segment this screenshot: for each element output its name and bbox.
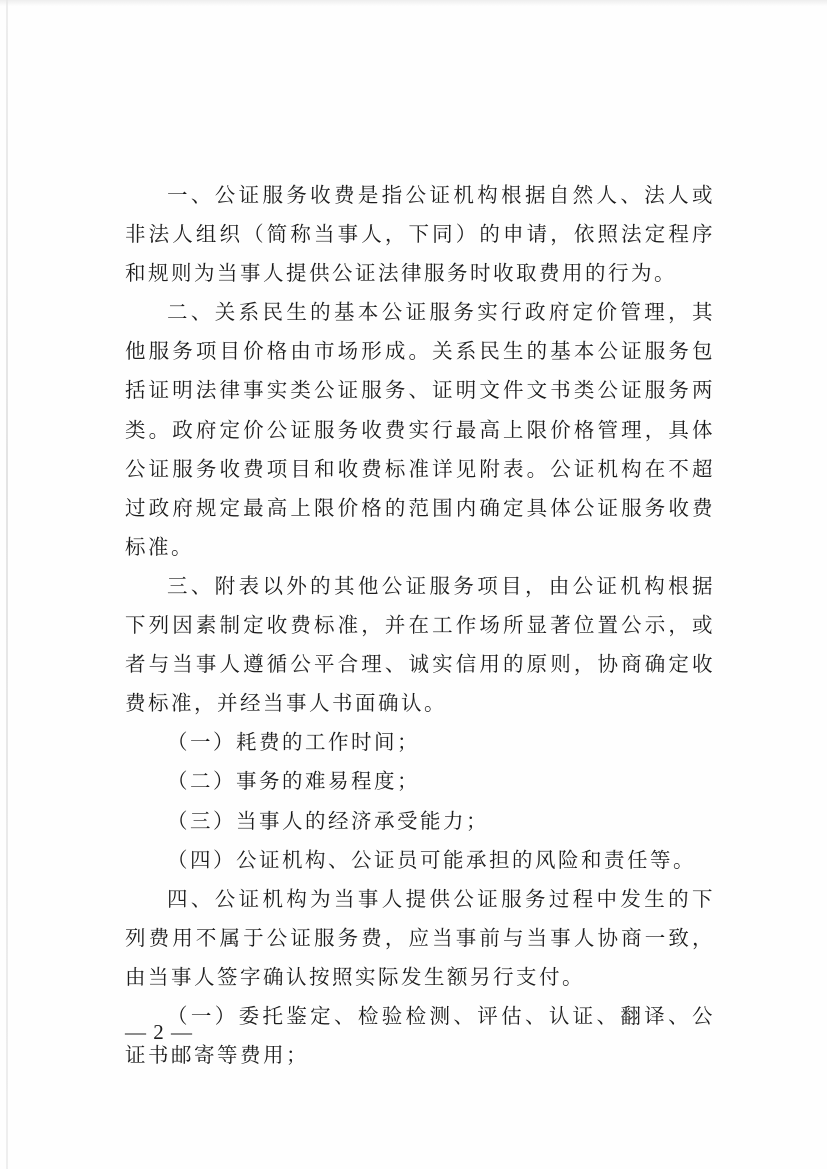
paragraph-extra-costs: 四、公证机构为当事人提供公证服务过程中发生的下列费用不属于公证服务费，应当事前与当事人协商一致，由当事人签字确认按照实际发生额另行支付。 [125, 886, 715, 989]
list-item-commissioned-costs: （一）委托鉴定、检验检测、评估、认证、翻译、公证书邮寄等费用； [125, 1003, 715, 1068]
scan-edge-left [6, 0, 8, 1169]
list-item-difficulty: （二）事务的难易程度； [167, 769, 420, 794]
list-item-working-time: （一）耗费的工作时间； [167, 730, 420, 755]
list-item-affordability: （三）当事人的经济承受能力； [167, 808, 489, 833]
list-item-risk-responsibility: （四）公证机构、公证员可能承担的风险和责任等。 [167, 847, 696, 872]
document-body [125, 176, 715, 1075]
paragraph-fee-definition: 一、公证服务收费是指公证机构根据自然人、法人或非法人组织（简称当事人，下同）的申请，依照法定程序和规则为当事人提供公证法律服务时收取费用的行为。 [125, 183, 715, 286]
page-number: — 2 — [125, 1020, 193, 1044]
paragraph-government-pricing: 二、关系民生的基本公证服务实行政府定价管理，其他服务项目价格由市场形成。关系民生的基本公证服务包括证明法律事实类公证服务、证明文件文书类公证服务两类。政府定价公证服务收费实行最高上限价格管理，具体公证服务收费项目和收费标准详见附表。公证机构在不超过政府规定最高上限价格的范围内确定具体公证服务收费标准。 [125, 300, 715, 559]
scan-edge-top [0, 0, 827, 6]
paragraph-other-services: 三、附表以外的其他公证服务项目，由公证机构根据下列因素制定收费标准，并在工作场所显著位置公示，或者与当事人遵循公平合理、诚实信用的原则，协商确定收费标准，并经当事人书面确认。 [125, 573, 715, 716]
